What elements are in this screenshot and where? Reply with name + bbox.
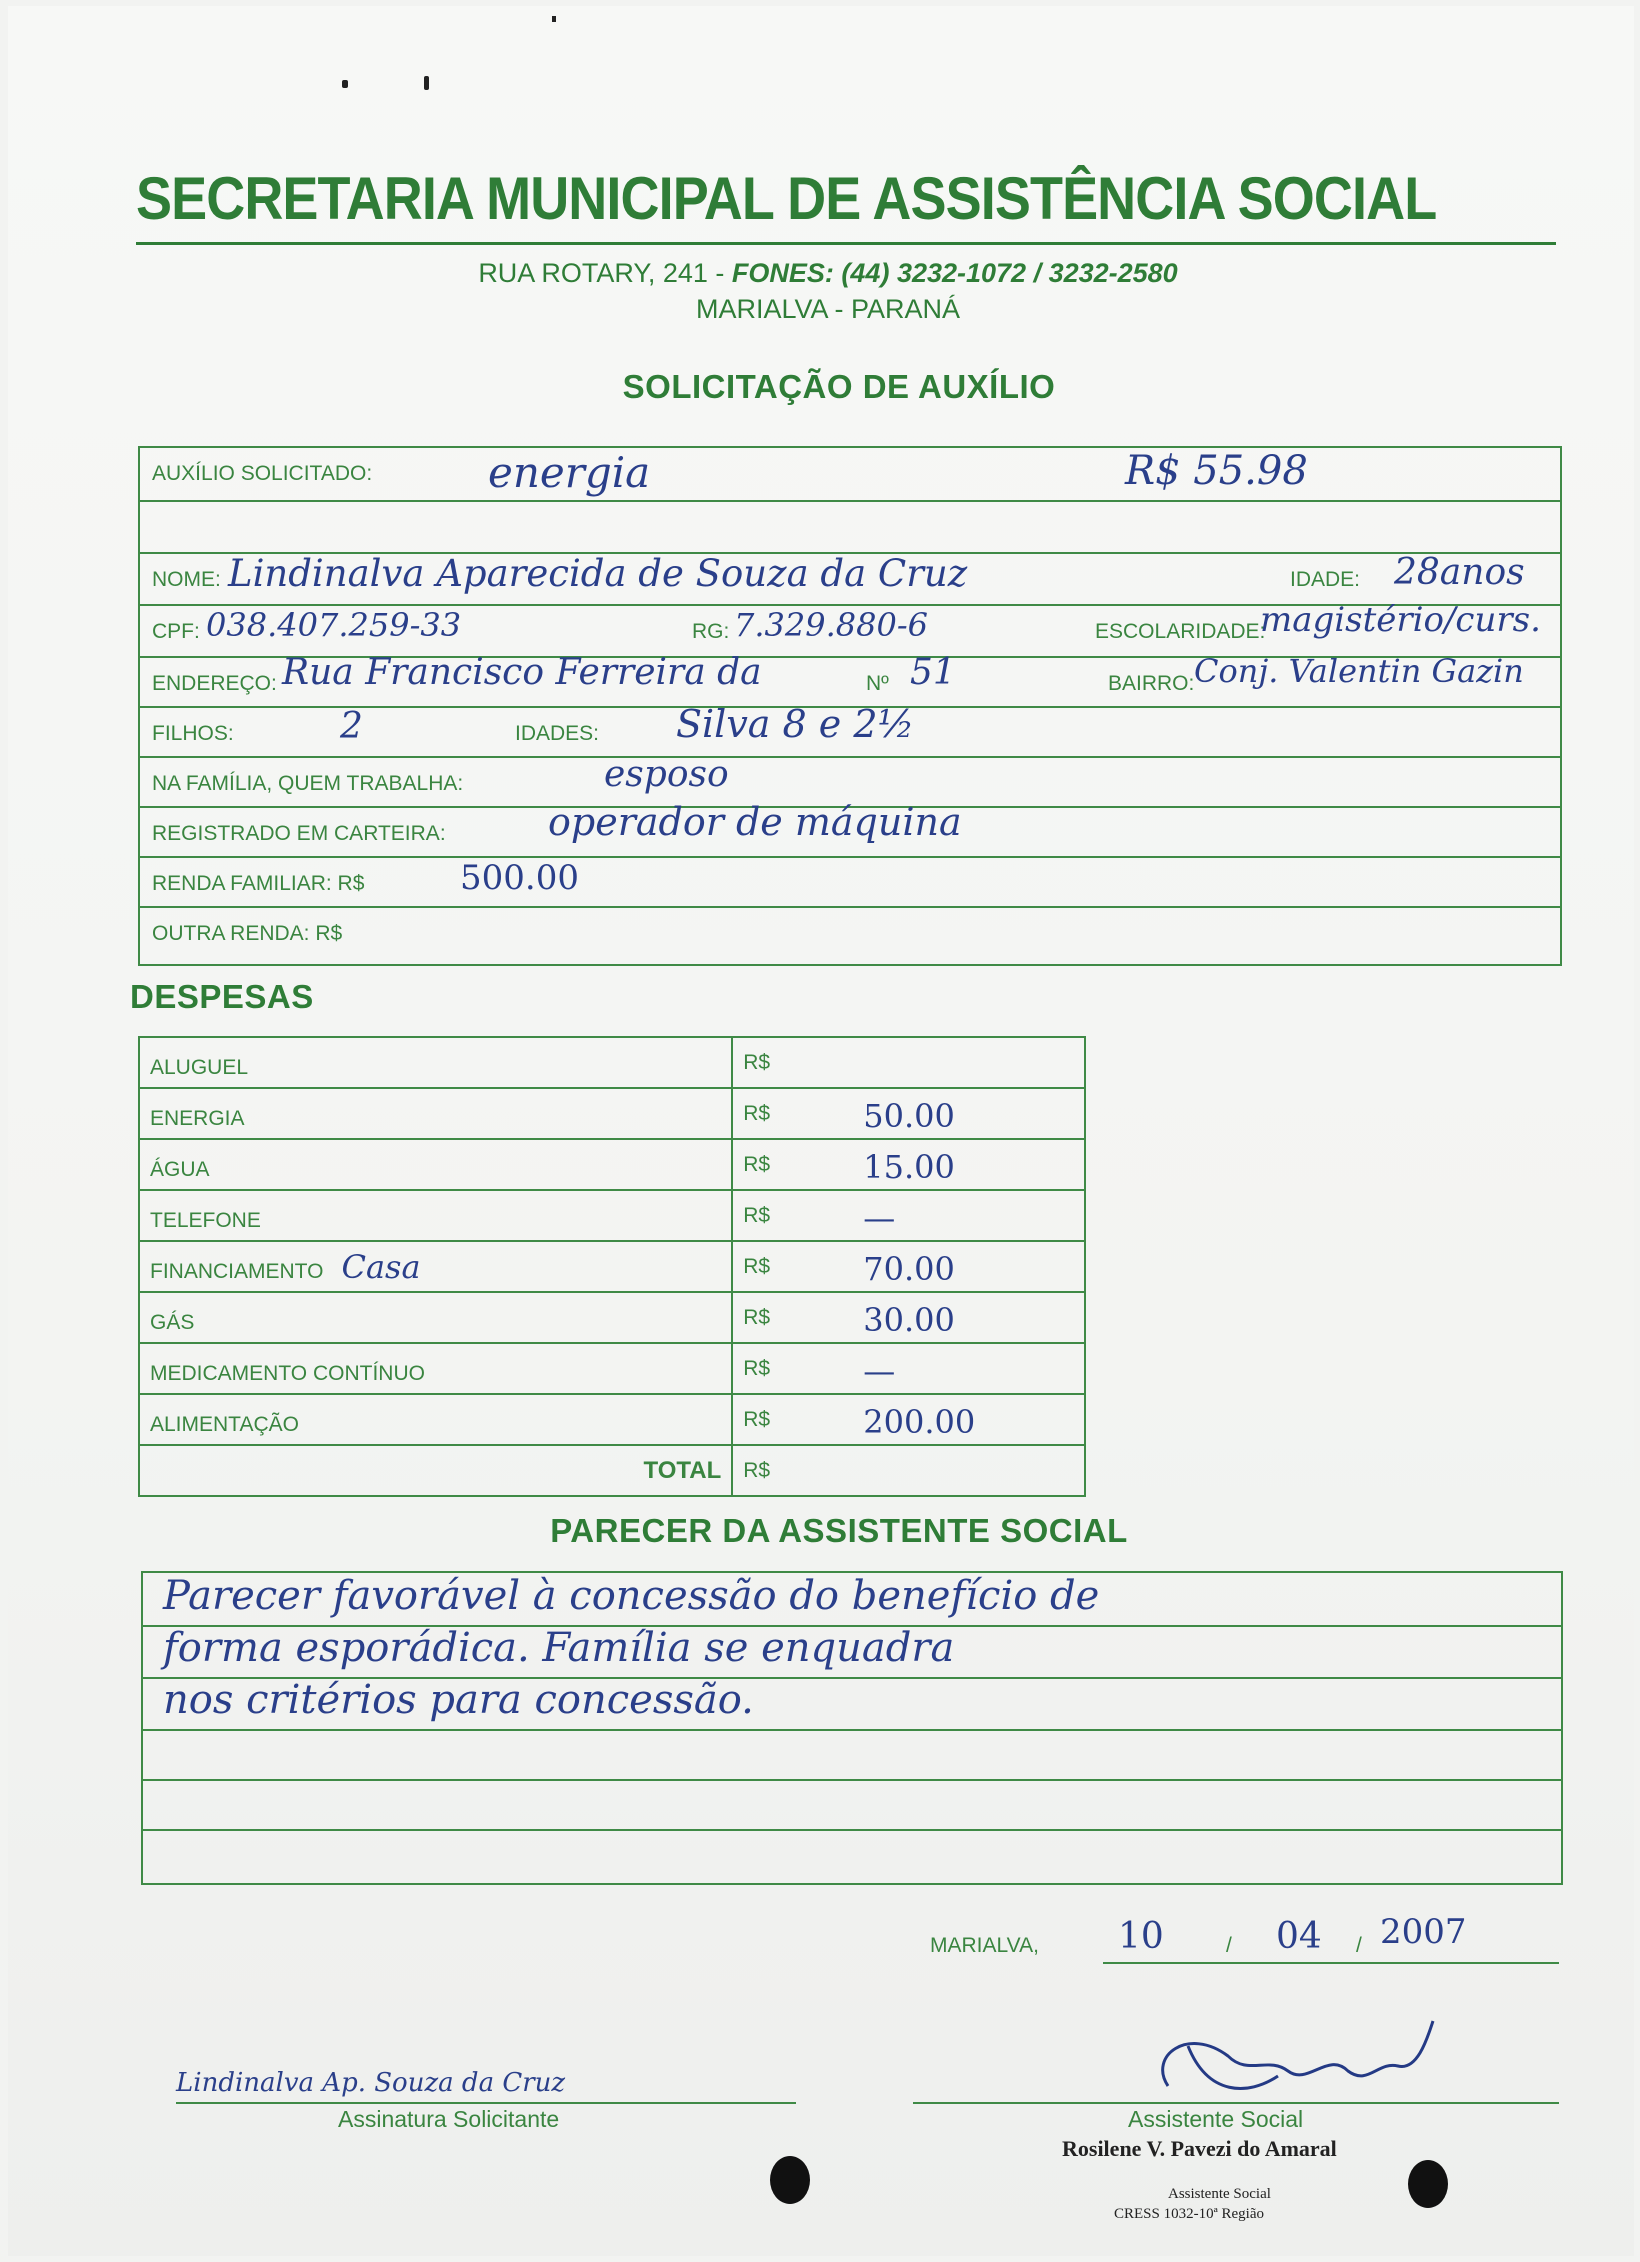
address-phones: FONES: (44) 3232-1072 / 3232-2580 xyxy=(731,258,1178,288)
trabalha-value: esposo xyxy=(604,754,729,795)
despesa-currency: R$ xyxy=(743,1203,771,1227)
row-divider xyxy=(140,756,1560,758)
despesa-label: GÁS xyxy=(150,1310,195,1334)
trabalha-label: NA FAMÍLIA, QUEM TRABALHA: xyxy=(152,772,464,795)
date-day: 10 xyxy=(1118,1916,1164,1957)
despesa-value-cell xyxy=(732,1088,1085,1139)
despesas-title: DESPESAS xyxy=(130,978,314,1015)
parecer-rule xyxy=(143,1779,1561,1781)
stamp-role: Assistente Social xyxy=(1168,2186,1271,2202)
parecer-title: PARECER DA ASSISTENTE SOCIAL xyxy=(550,1512,1128,1549)
total-label: TOTAL xyxy=(139,1445,732,1496)
outra-renda-label: OUTRA RENDA: R$ xyxy=(152,922,343,945)
despesa-currency: R$ xyxy=(743,1101,771,1125)
despesa-value: 30.00 xyxy=(863,1301,955,1339)
applicant-form xyxy=(138,446,1562,966)
despesas-table xyxy=(138,1036,1086,1497)
despesa-label-cell xyxy=(139,1241,732,1292)
cpf-value: 038.407.259-33 xyxy=(206,606,462,644)
parecer-line-3: nos critérios para concessão. xyxy=(163,1677,754,1723)
row-divider xyxy=(140,500,1560,502)
despesa-label: ENERGIA xyxy=(150,1106,245,1130)
parecer-box xyxy=(141,1571,1563,1885)
rg-value: 7.329.880-6 xyxy=(734,606,929,644)
speck-mark xyxy=(424,76,429,90)
rg-label: RG: xyxy=(692,620,730,643)
applicant-label: Assinatura Solicitante xyxy=(338,2106,560,2132)
despesa-value-cell xyxy=(732,1292,1085,1343)
parecer-line-1: Parecer favorável à concessão do benefício de xyxy=(163,1573,1100,1619)
bairro-value: Conj. Valentin Gazin xyxy=(1194,652,1524,690)
despesa-value-cell xyxy=(732,1394,1085,1445)
auxilio-value: energia xyxy=(488,448,651,497)
cpf-label: CPF: xyxy=(152,620,200,643)
punch-hole xyxy=(1408,2160,1448,2208)
form-title: SOLICITAÇÃO DE AUXÍLIO xyxy=(622,368,1056,405)
despesa-value-cell xyxy=(732,1343,1085,1394)
idades-value: Silva 8 e 2½ xyxy=(676,702,915,746)
despesa-row xyxy=(139,1088,1085,1139)
endereco-label: ENDEREÇO: xyxy=(152,672,277,695)
despesa-label: FINANCIAMENTO xyxy=(150,1259,324,1283)
carteira-value: operador de máquina xyxy=(548,800,962,844)
nome-label: NOME: xyxy=(152,568,221,591)
date-slash-1: / xyxy=(1226,1934,1232,1957)
despesa-label-cell xyxy=(139,1343,732,1394)
auxilio-amount: R$ 55.98 xyxy=(1125,448,1308,494)
despesa-currency: R$ xyxy=(743,1356,771,1380)
despesa-value: — xyxy=(863,1199,896,1237)
despesa-value: 200.00 xyxy=(863,1403,976,1441)
despesa-note: Casa xyxy=(341,1247,421,1286)
punch-hole xyxy=(770,2156,810,2204)
total-value-cell xyxy=(732,1445,1085,1496)
despesa-currency: R$ xyxy=(743,1254,771,1278)
despesa-value-cell xyxy=(732,1190,1085,1241)
despesa-label-cell xyxy=(139,1037,732,1088)
despesa-currency: R$ xyxy=(743,1407,771,1431)
idade-value: 28anos xyxy=(1394,552,1525,593)
despesa-row xyxy=(139,1343,1085,1394)
stamp-cress: CRESS 1032-10ª Região xyxy=(1114,2206,1264,2222)
nome-value: Lindinalva Aparecida de Souza da Cruz xyxy=(228,552,968,595)
despesa-row xyxy=(139,1190,1085,1241)
parecer-line-2: forma esporádica. Família se enquadra xyxy=(163,1625,955,1671)
despesa-label: ALIMENTAÇÃO xyxy=(150,1412,299,1436)
filhos-value: 2 xyxy=(340,706,363,747)
address-line xyxy=(8,258,1640,289)
despesa-value: — xyxy=(863,1352,896,1390)
despesa-value-cell xyxy=(732,1037,1085,1088)
despesa-currency: R$ xyxy=(743,1305,771,1329)
despesa-row xyxy=(139,1037,1085,1088)
auxilio-label: AUXÍLIO SOLICITADO: xyxy=(152,462,373,485)
carteira-label: REGISTRADO EM CARTEIRA: xyxy=(152,822,446,845)
date-city-label: MARIALVA, xyxy=(930,1934,1039,1957)
stamp-name: Rosilene V. Pavezi do Amaral xyxy=(1062,2136,1337,2161)
despesa-label-cell xyxy=(139,1190,732,1241)
date-slash-2: / xyxy=(1356,1934,1362,1957)
date-underline xyxy=(1103,1962,1559,1964)
document-page xyxy=(8,6,1634,2256)
despesa-currency: R$ xyxy=(743,1152,771,1176)
despesa-label-cell xyxy=(139,1394,732,1445)
idade-label: IDADE: xyxy=(1290,568,1361,591)
despesa-label-cell xyxy=(139,1292,732,1343)
parecer-rule xyxy=(143,1829,1561,1831)
total-currency: R$ xyxy=(743,1458,771,1482)
despesa-currency: R$ xyxy=(743,1050,771,1074)
speck-mark xyxy=(552,16,556,22)
social-worker-label: Assistente Social xyxy=(1128,2106,1304,2132)
date-year: 2007 xyxy=(1380,1912,1467,1952)
renda-label: RENDA FAMILIAR: R$ xyxy=(152,872,365,895)
social-worker-signature-line xyxy=(913,2102,1559,2104)
social-worker-signature-icon xyxy=(1128,2016,1458,2108)
numero-label: Nº xyxy=(866,672,889,695)
despesa-value-cell xyxy=(732,1241,1085,1292)
despesa-value: 15.00 xyxy=(863,1148,955,1186)
applicant-signature: Lindinalva Ap. Souza da Cruz xyxy=(176,2068,566,2098)
despesa-label-cell xyxy=(139,1088,732,1139)
title-underline xyxy=(136,242,1556,245)
despesa-label: ALUGUEL xyxy=(150,1055,249,1079)
date-month: 04 xyxy=(1276,1916,1322,1957)
numero-value: 51 xyxy=(910,652,956,693)
despesa-value: 50.00 xyxy=(863,1097,955,1135)
filhos-label: FILHOS: xyxy=(152,722,234,745)
despesa-total-row xyxy=(139,1445,1085,1496)
despesa-row xyxy=(139,1139,1085,1190)
address-street: RUA ROTARY, 241 - xyxy=(478,258,732,288)
despesa-row xyxy=(139,1241,1085,1292)
escolaridade-label: ESCOLARIDADE: xyxy=(1095,620,1266,643)
renda-value: 500.00 xyxy=(460,858,579,898)
row-divider xyxy=(140,906,1560,908)
parecer-rule xyxy=(143,1729,1561,1731)
despesa-value-cell xyxy=(732,1139,1085,1190)
page-title: SECRETARIA MUNICIPAL DE ASSISTÊNCIA SOCIAL xyxy=(136,165,1437,232)
row-divider xyxy=(140,856,1560,858)
despesa-label: MEDICAMENTO CONTÍNUO xyxy=(150,1361,425,1385)
bairro-label: BAIRRO: xyxy=(1108,672,1195,695)
address-city: MARIALVA - PARANÁ xyxy=(695,294,961,324)
despesa-label-cell xyxy=(139,1139,732,1190)
despesa-row xyxy=(139,1292,1085,1343)
escolaridade-value: magistério/curs. xyxy=(1260,600,1541,640)
despesa-label: ÁGUA xyxy=(150,1157,210,1181)
applicant-signature-line xyxy=(176,2102,796,2104)
endereco-value: Rua Francisco Ferreira da xyxy=(282,652,762,693)
despesa-label: TELEFONE xyxy=(150,1208,261,1232)
speck-mark xyxy=(342,80,348,88)
despesa-row xyxy=(139,1394,1085,1445)
idades-label: IDADES: xyxy=(515,722,600,745)
despesa-value: 70.00 xyxy=(863,1250,955,1288)
